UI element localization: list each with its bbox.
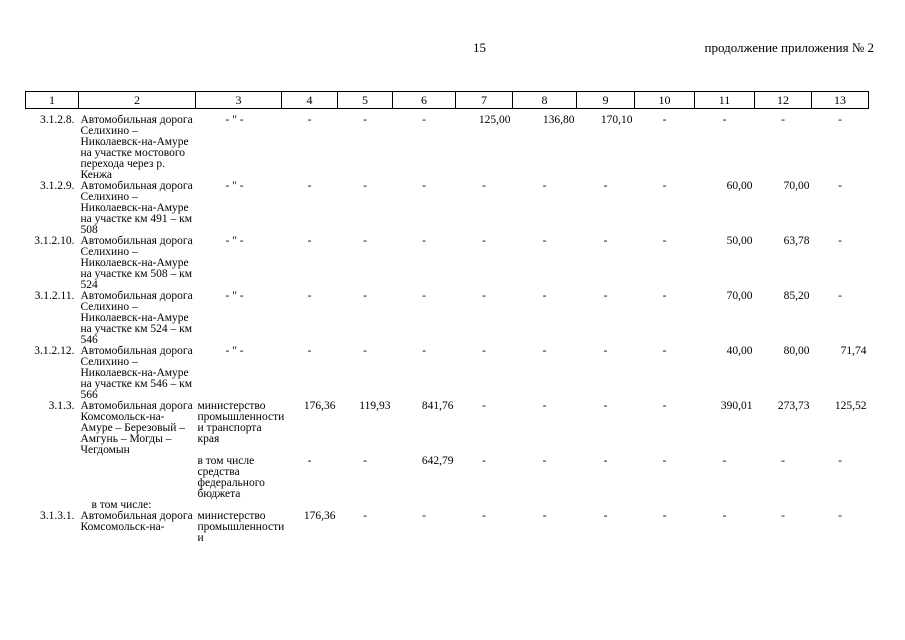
cell-value: - <box>838 455 842 467</box>
cell-value: 40,00 <box>726 345 753 357</box>
cell-value: - <box>838 180 842 192</box>
cell-value: - <box>542 345 547 357</box>
row-id: 3.1.2.11. <box>34 290 75 302</box>
cell-value: - <box>482 400 486 412</box>
cell-value: - <box>307 180 312 192</box>
subheading: в том числе: <box>91 499 152 511</box>
column-header: 10 <box>635 92 695 109</box>
cell-value: - <box>363 180 367 192</box>
column-header: 11 <box>695 92 755 109</box>
cell-value: - <box>482 290 486 302</box>
cell-value: - <box>838 510 842 522</box>
cell-value: - <box>363 345 367 357</box>
row-responsible: - " - <box>225 114 244 126</box>
row-responsible: министерство промышленности и транспорта края <box>197 400 285 445</box>
cell-value: - <box>307 290 312 302</box>
cell-value: - <box>542 290 547 302</box>
table-row <box>26 511 869 544</box>
cell-value: - <box>542 235 547 247</box>
cell-value: - <box>363 114 367 126</box>
cell-value: - <box>363 455 367 467</box>
table-row <box>26 109 869 182</box>
table-row <box>26 456 869 500</box>
column-header: 4 <box>282 92 338 109</box>
row-id <box>26 456 79 500</box>
budget-table <box>25 91 869 544</box>
cell-value: - <box>482 345 486 357</box>
cell-value: - <box>781 510 785 522</box>
cell-value: 119,93 <box>359 400 391 412</box>
column-header: 5 <box>338 92 393 109</box>
table-row <box>26 236 869 291</box>
table-row <box>26 401 869 456</box>
cell-value: 80,00 <box>783 345 810 357</box>
cell-value: - <box>307 114 312 126</box>
cell-value: 70,00 <box>726 290 753 302</box>
cell-value: - <box>542 510 547 522</box>
row-responsible: - " - <box>225 235 244 247</box>
cell-value: 170,10 <box>600 114 633 126</box>
cell-value: - <box>838 114 842 126</box>
column-header: 12 <box>755 92 812 109</box>
column-header: 2 <box>79 92 196 109</box>
cell-value: 70,00 <box>783 180 810 192</box>
row-id: 3.1.3.1. <box>40 510 75 522</box>
cell-value: - <box>482 455 486 467</box>
row-id: 3.1.2.9. <box>40 180 75 192</box>
cell-value: - <box>422 180 426 192</box>
appendix-label: продолжение приложения № 2 <box>704 40 874 55</box>
cell-value: - <box>307 345 312 357</box>
table-row <box>26 181 869 236</box>
row-responsible: министерство промышленности и <box>197 510 285 544</box>
cell-value: - <box>363 290 367 302</box>
cell-value: 841,76 <box>421 400 454 412</box>
cell-value: - <box>838 235 842 247</box>
row-id: 3.1.2.12. <box>34 345 75 357</box>
cell-value: - <box>662 400 667 412</box>
cell-value: - <box>542 455 547 467</box>
cell-value: - <box>542 180 547 192</box>
cell-value: - <box>422 345 426 357</box>
row-name: Автомобильная дорога Селихино – Николаевск-на-Амуре на участке км 524 – км 546 <box>80 290 193 346</box>
row-responsible: в том числе средства федерального бюджета <box>197 455 265 500</box>
cell-value: - <box>603 290 608 302</box>
cell-value: - <box>422 290 426 302</box>
cell-value: - <box>603 400 608 412</box>
cell-value: - <box>662 235 667 247</box>
cell-value: - <box>482 510 486 522</box>
row-name <box>79 456 196 500</box>
cell-value: 273,73 <box>777 400 810 412</box>
cell-value: 390,01 <box>720 400 753 412</box>
cell-value: - <box>307 455 312 467</box>
cell-value: - <box>722 455 727 467</box>
cell-value: 50,00 <box>726 235 753 247</box>
row-name: Автомобильная дорога Селихино – Николаевск-на-Амуре на участке км 546 – км 566 <box>80 345 193 401</box>
cell-value: - <box>838 290 842 302</box>
cell-value: - <box>542 400 547 412</box>
row-id: 3.1.2.8. <box>40 114 75 126</box>
column-header: 9 <box>577 92 635 109</box>
row-id: 3.1.3. <box>48 400 75 412</box>
row-id: 3.1.2.10. <box>34 235 75 247</box>
cell-value: 136,80 <box>542 114 575 126</box>
cell-value: 176,36 <box>303 400 336 412</box>
row-responsible: - " - <box>225 180 244 192</box>
cell-value: - <box>603 510 608 522</box>
column-header: 7 <box>456 92 513 109</box>
cell-value: - <box>422 510 426 522</box>
cell-value: 125,00 <box>478 114 511 126</box>
cell-value: - <box>603 235 608 247</box>
row-responsible: - " - <box>225 290 244 302</box>
column-header: 13 <box>812 92 869 109</box>
cell-value: - <box>662 455 667 467</box>
cell-value: 642,79 <box>421 455 454 467</box>
cell-value: - <box>781 114 785 126</box>
column-header: 1 <box>26 92 79 109</box>
cell-value: 85,20 <box>783 290 810 302</box>
cell-value: - <box>662 290 667 302</box>
cell-value: - <box>482 180 486 192</box>
cell-value: 71,74 <box>840 345 867 357</box>
cell-value: - <box>662 345 667 357</box>
column-header: 3 <box>196 92 282 109</box>
row-name: Автомобильная дорога Комсомольск-на-Амуре – Березовый – Амгунь – Могды – Чегдомын <box>80 400 193 456</box>
cell-value: 63,78 <box>783 235 810 247</box>
table-row <box>26 346 869 401</box>
cell-value: - <box>363 510 367 522</box>
cell-value: - <box>722 114 727 126</box>
row-name: Автомобильная дорога Селихино – Николаевск-на-Амуре на участке мостового перехода через р. Кенжа <box>80 114 193 181</box>
cell-value: - <box>603 180 608 192</box>
cell-value: - <box>307 235 312 247</box>
cell-value: - <box>482 235 486 247</box>
cell-value: - <box>603 345 608 357</box>
column-header: 6 <box>393 92 456 109</box>
cell-value: 125,52 <box>834 400 867 412</box>
cell-value: - <box>662 114 667 126</box>
cell-value: 60,00 <box>726 180 753 192</box>
cell-value: - <box>662 180 667 192</box>
page-number: 15 <box>473 40 486 55</box>
row-name: Автомобильная дорога Селихино – Николаевск-на-Амуре на участке км 491 – км 508 <box>80 180 193 236</box>
cell-value: - <box>363 235 367 247</box>
header-row <box>26 92 869 109</box>
row-name: Автомобильная дорога Комсомольск-на- <box>80 510 193 533</box>
row-responsible: - " - <box>225 345 244 357</box>
cell-value: - <box>603 455 608 467</box>
table-row <box>26 291 869 346</box>
column-header: 8 <box>513 92 577 109</box>
cell-value: - <box>722 510 727 522</box>
cell-value: 176,36 <box>303 510 336 522</box>
row-name: Автомобильная дорога Селихино – Николаевск-на-Амуре на участке км 508 – км 524 <box>80 235 193 291</box>
cell-value: - <box>422 114 426 126</box>
cell-value: - <box>422 235 426 247</box>
cell-value: - <box>662 510 667 522</box>
cell-value: - <box>781 455 785 467</box>
